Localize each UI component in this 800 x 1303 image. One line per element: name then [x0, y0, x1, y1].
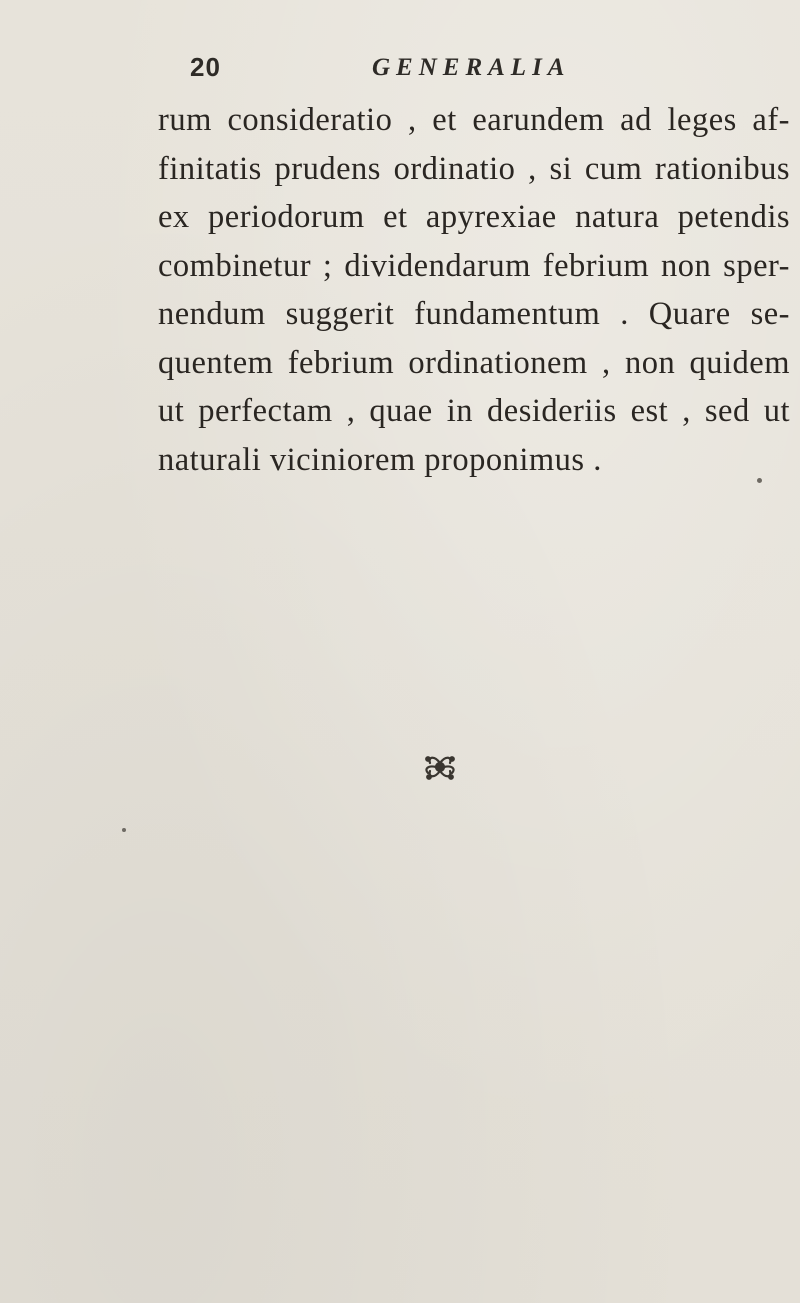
text-line: nendum suggerit fundamentum . Quare se-	[158, 296, 790, 332]
page-number: 20	[190, 52, 221, 82]
body-paragraph	[158, 96, 798, 484]
text-line: ex periodorum et apyrexiae natura petendis	[158, 199, 790, 235]
paper-speck	[122, 828, 126, 832]
floral-tailpiece-icon	[420, 747, 460, 787]
text-line: combinetur ; dividendarum febrium non sper-	[158, 247, 790, 284]
running-head: GENERALIA	[372, 54, 571, 81]
text-line: ut perfectam , quae in desideriis est , sed ut	[158, 393, 790, 429]
text-line: quentem febrium ordinationem , non quidem	[158, 344, 790, 381]
page-header	[0, 52, 800, 92]
text-line: finitatis prudens ordinatio , si cum rationibus	[158, 150, 790, 187]
paper-speck	[757, 478, 762, 483]
text-line: rum consideratio , et earundem ad leges af-	[158, 102, 790, 138]
text-line: naturali viciniorem proponimus .	[158, 441, 602, 478]
